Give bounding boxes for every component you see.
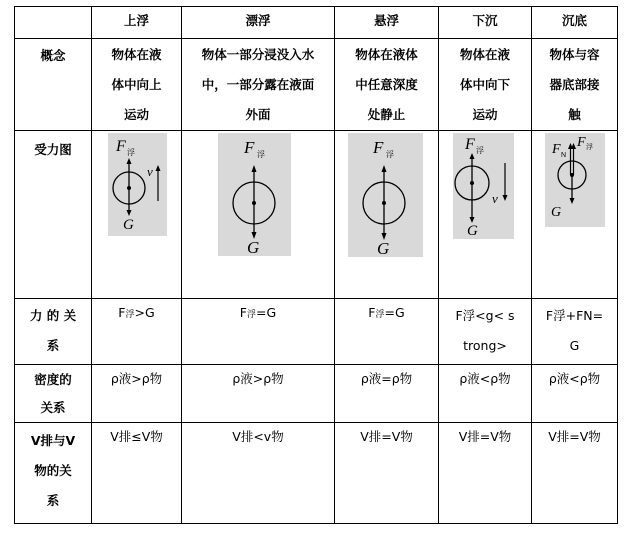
density-relation-floating: ρ液>ρ物 [182, 365, 335, 423]
label-gravity: G [123, 217, 134, 233]
label-buoyant-force: F [244, 138, 255, 157]
label-velocity: v [492, 191, 498, 206]
force-diagram-row [15, 131, 618, 299]
label-gravity: G [377, 239, 390, 258]
force-relation-row [15, 299, 618, 365]
concept-cell-resting-bottom: 物体与容 器底部接 触 [532, 39, 618, 131]
label-velocity: v [147, 164, 153, 179]
row-label-density-relation: 密度的 关系 [15, 365, 92, 423]
concept-cell-rising: 物体在液 体中向上 运动 [92, 39, 182, 131]
label-buoyant-force: F [577, 135, 586, 150]
force-relation-suspended: F浮=G [335, 299, 439, 365]
volume-relation-suspended: V排=V物 [335, 423, 439, 524]
volume-relation-floating: V排<v物 [182, 423, 335, 524]
label-buoyant-force: F [465, 136, 475, 153]
label-buoyant-sub: 浮 [586, 144, 593, 151]
header-floating: 漂浮 [182, 7, 335, 39]
concept-cell-floating: 物体一部分浸没入水 中，一部分露在液面 外面 [182, 39, 335, 131]
force-relation-rising: F浮>G [92, 299, 182, 365]
row-label-concept: 概念 [15, 39, 92, 131]
concept-cell-suspended: 物体在液体 中任意深度 处静止 [335, 39, 439, 131]
label-buoyant-sub: 浮 [476, 146, 484, 155]
density-relation-rising: ρ液>ρ物 [92, 365, 182, 423]
volume-relation-row [15, 423, 618, 524]
label-gravity: G [247, 238, 260, 257]
buoyancy-comparison-table [14, 6, 618, 524]
label-buoyant-sub: 浮 [386, 150, 394, 159]
force-diagram-resting-bottom [532, 131, 618, 298]
diagram-cell-rising [92, 131, 182, 299]
label-gravity: G [551, 205, 562, 220]
diagram-cell-resting-bottom [532, 131, 618, 299]
volume-relation-resting-bottom: V排=V物 [532, 423, 618, 524]
header-resting-bottom: 沉底 [532, 7, 618, 39]
label-buoyant-sub: 浮 [257, 150, 265, 159]
force-relation-sinking: F浮<g< s trong> [439, 299, 532, 365]
diagram-cell-sinking [439, 131, 532, 299]
concept-cell-sinking: 物体在液 体中向下 运动 [439, 39, 532, 131]
label-buoyant-force: F [373, 138, 384, 157]
row-label-volume-relation: V排与V 物的关 系 [15, 423, 92, 524]
force-relation-resting-bottom: F浮+FN= G [532, 299, 618, 365]
diagram-cell-floating [182, 131, 335, 299]
row-label-force-relation: 力 的 关 系 [15, 299, 92, 365]
header-suspended: 悬浮 [335, 7, 439, 39]
header-rising: 上浮 [92, 7, 182, 39]
concept-row [15, 39, 618, 131]
label-buoyant-force: F [116, 138, 126, 155]
force-diagram-floating [182, 131, 335, 298]
label-normal-force: F [552, 142, 561, 157]
header-row [15, 7, 618, 39]
density-relation-suspended: ρ液=ρ物 [335, 365, 439, 423]
label-gravity: G [467, 223, 478, 239]
force-diagram-suspended [335, 131, 439, 298]
force-diagram-sinking [439, 131, 532, 298]
label-buoyant-sub: 浮 [127, 148, 135, 157]
volume-relation-rising: V排≤V物 [92, 423, 182, 524]
header-corner [15, 7, 92, 39]
density-relation-row [15, 365, 618, 423]
volume-relation-sinking: V排=V物 [439, 423, 532, 524]
force-diagram-rising [92, 131, 182, 298]
diagram-cell-suspended [335, 131, 439, 299]
density-relation-resting-bottom: ρ液<ρ物 [532, 365, 618, 423]
label-normal-sub: N [561, 152, 567, 159]
row-label-force-diagram: 受力图 [15, 131, 92, 299]
density-relation-sinking: ρ液<ρ物 [439, 365, 532, 423]
header-sinking: 下沉 [439, 7, 532, 39]
force-relation-floating: F浮=G [182, 299, 335, 365]
